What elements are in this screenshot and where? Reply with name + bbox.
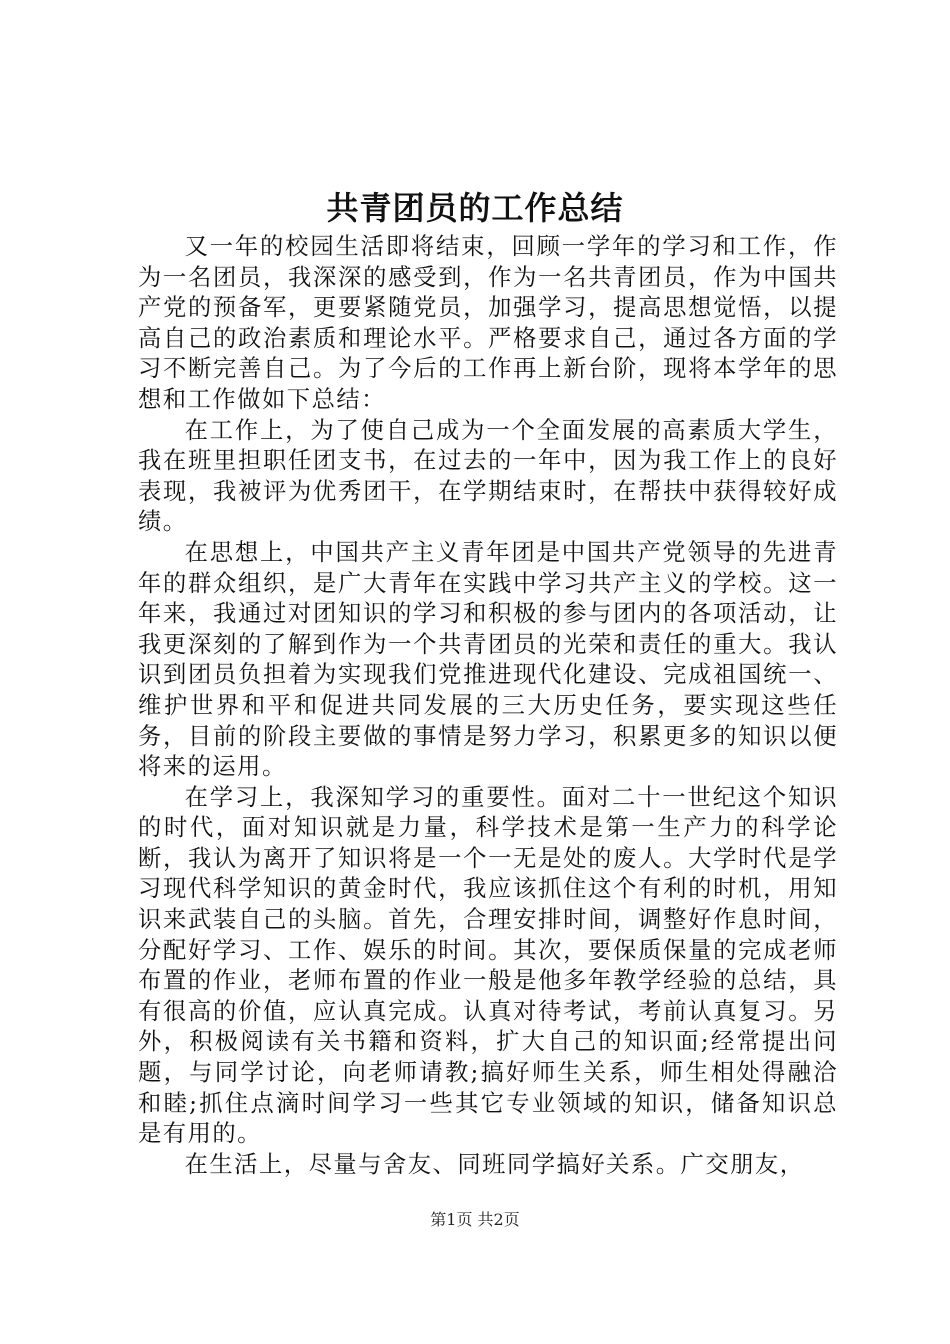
- document-title: 共青团员的工作总结: [326, 189, 624, 227]
- document-body: [138, 232, 838, 1180]
- page-number-footer: 第1页 共2页: [430, 1210, 520, 1229]
- paragraph-life: 在生活上，尽量与舍友、同班同学搞好关系。广交朋友，: [184, 1150, 805, 1178]
- paragraph-intro: 又一年的校园生活即将结束，回顾一学年的学习和工作，作为一名团员，我深深的感受到，作为一名共青团员，作为中国共产党的预备军，更要紧随党员，加强学习，提高思想觉悟，以提高自己的政治素质和理论水平。严格要求自己，通过各方面的学习不断完善自己。为了今后的工作再上新台阶，现将本学年的思想和工作做如下总结：: [138, 233, 838, 413]
- paragraph-thought: 在思想上，中国共产主义青年团是中国共产党领导的先进青年的群众组织，是广大青年在实践中学习共产主义的学校。这一年来，我通过对团知识的学习和积极的参与团内的各项活动，让我更深刻的了解到作为一个共青团员的光荣和责任的重大。我认识到团员负担着为实现我们党推进现代化建设、完成祖国统一、维护世界和平和促进共同发展的三大历史任务，要实现这些任务，目前的阶段主要做的事情是努力学习，积累更多的知识以便将来的运用。: [138, 538, 838, 781]
- paragraph-study: 在学习上，我深知学习的重要性。面对二十一世纪这个知识的时代，面对知识就是力量，科学技术是第一生产力的科学论断，我认为离开了知识将是一个一无是处的废人。大学时代是学习现代科学知识的黄金时代，我应该抓住这个有利的时机，用知识来武装自己的头脑。首先，合理安排时间，调整好作息时间，分配好学习、工作、娱乐的时间。其次，要保质保量的完成老师布置的作业，老师布置的作业一般是他多年教学经验的总结，具有很高的价值，应认真完成。认真对待考试，考前认真复习。另外，积极阅读有关书籍和资料，扩大自己的知识面;经常提出问题，与同学讨论，向老师请教;搞好师生关系，师生相处得融洽和睦;抓住点滴时间学习一些其它专业领域的知识，储备知识总是有用的。: [138, 783, 838, 1148]
- paragraph-work: 在工作上，为了使自己成为一个全面发展的高素质大学生，我在班里担职任团支书，在过去的一年中，因为我工作上的良好表现，我被评为优秀团干，在学期结束时，在帮扶中获得较好成绩。: [138, 416, 838, 536]
